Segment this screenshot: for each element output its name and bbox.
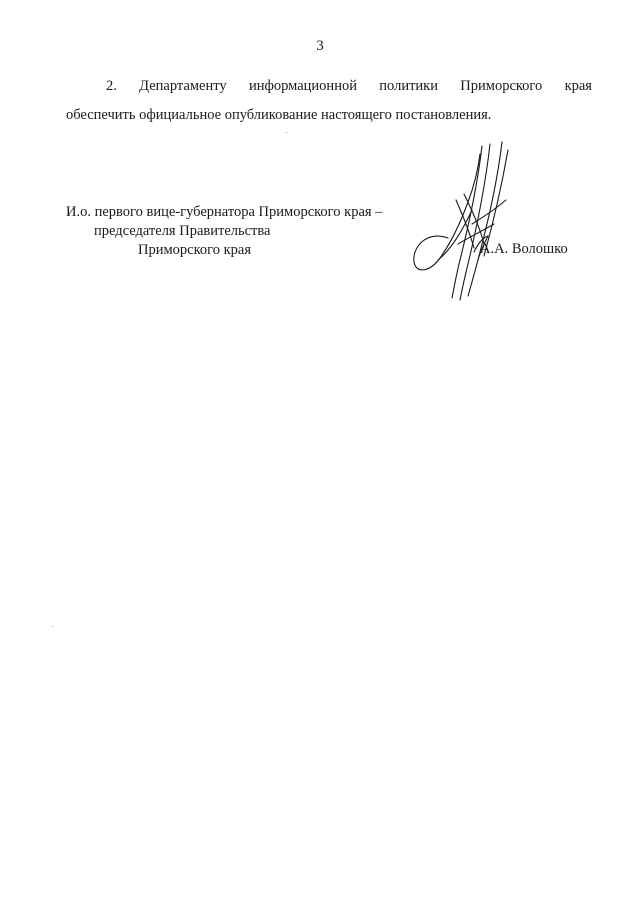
handwritten-signature — [408, 140, 520, 302]
signer-name: А.А. Волошко — [480, 241, 568, 257]
paragraph-line-2: обеспечить официальное опубликование настоящего постановления. — [66, 107, 492, 123]
paragraph-number: 2. — [106, 78, 117, 94]
paragraph-word: Приморского — [460, 78, 543, 94]
position-line-1: И.о. первого вице-губернатора Приморского края – — [66, 204, 383, 220]
position-line-2: председателя Правительства — [94, 223, 271, 239]
scan-speck — [52, 626, 53, 627]
paragraph-word: Департаменту — [139, 78, 227, 94]
paragraph-line-1 — [66, 72, 592, 101]
paragraph-word: края — [564, 78, 592, 94]
page-number: 3 — [316, 38, 324, 54]
signatory-position — [66, 203, 382, 260]
paragraph-word: информационной — [248, 78, 357, 94]
position-line-3: Приморского края — [138, 242, 252, 258]
paragraph-2 — [66, 72, 592, 130]
scan-speck — [286, 132, 287, 133]
paragraph-word: политики — [379, 78, 438, 94]
